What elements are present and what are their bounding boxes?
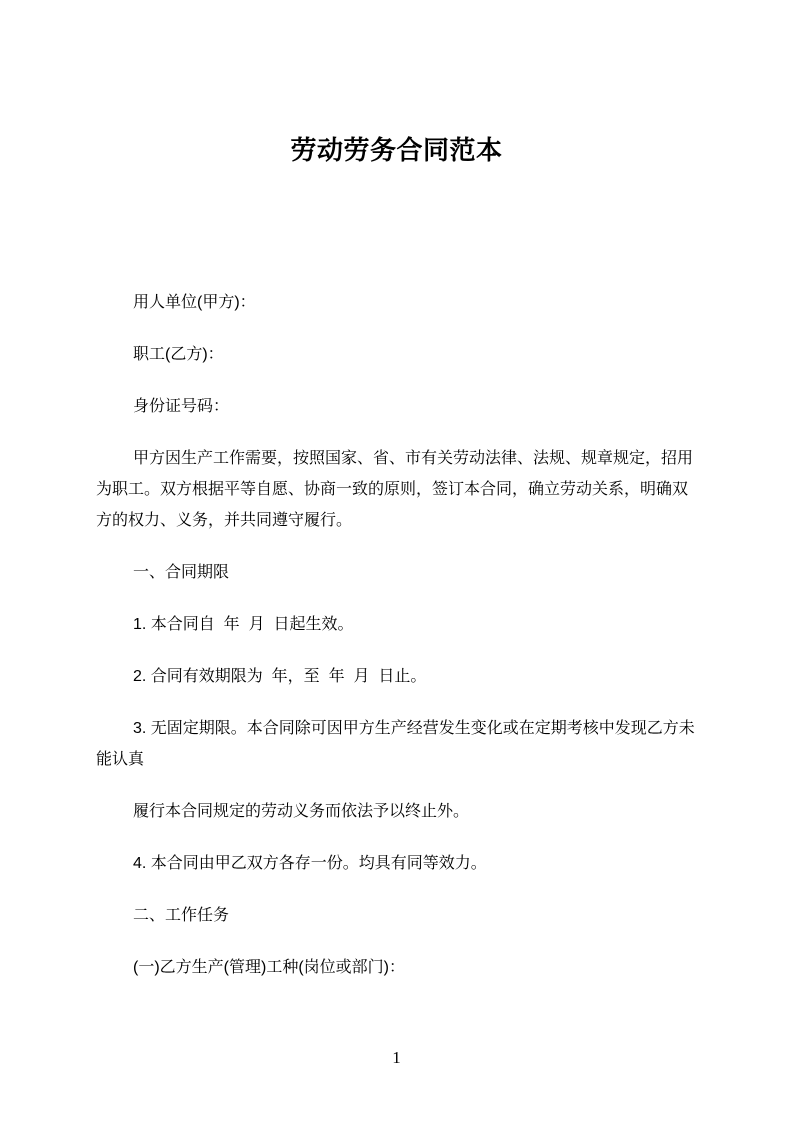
document-title: 劳动劳务合同范本 <box>290 135 503 165</box>
clause-1-2: 2. 合同有效期限为 年，至 年 月 日止。 <box>133 668 427 686</box>
clause-1-4: 4. 本合同由甲乙双方各存一份。均具有同等效力。 <box>133 855 487 873</box>
id-number-field: 身份证号码： <box>133 398 230 416</box>
section-2-heading: 二、工作任务 <box>133 907 230 925</box>
page-number: 1 <box>392 1048 401 1067</box>
party-b-field: 职工(乙方)： <box>133 346 224 364</box>
party-a-field: 用人单位(甲方)： <box>133 294 256 312</box>
clause-1-3-continued: 履行本合同规定的劳动义务而依法予以终止外。 <box>133 803 470 821</box>
clause-2-1: (一)乙方生产(管理)工种(岗位或部门)： <box>133 959 405 977</box>
document-body <box>0 287 793 983</box>
clause-1-3: 3. 无固定期限。本合同除可因甲方生产经营发生变化或在定期考核中发现乙方未能认真 <box>96 720 695 769</box>
section-1-heading: 一、合同期限 <box>133 564 230 582</box>
preamble-paragraph: 甲方因生产工作需要，按照国家、省、市有关劳动法律、法规、规章规定，招用为职工。双方根据平等自愿、协商一致的原则，签订本合同，确立劳动关系，明确双方的权力、义务，并共同遵守履行。 <box>96 450 694 530</box>
clause-1-1: 1. 本合同自 年 月 日起生效。 <box>133 616 354 634</box>
